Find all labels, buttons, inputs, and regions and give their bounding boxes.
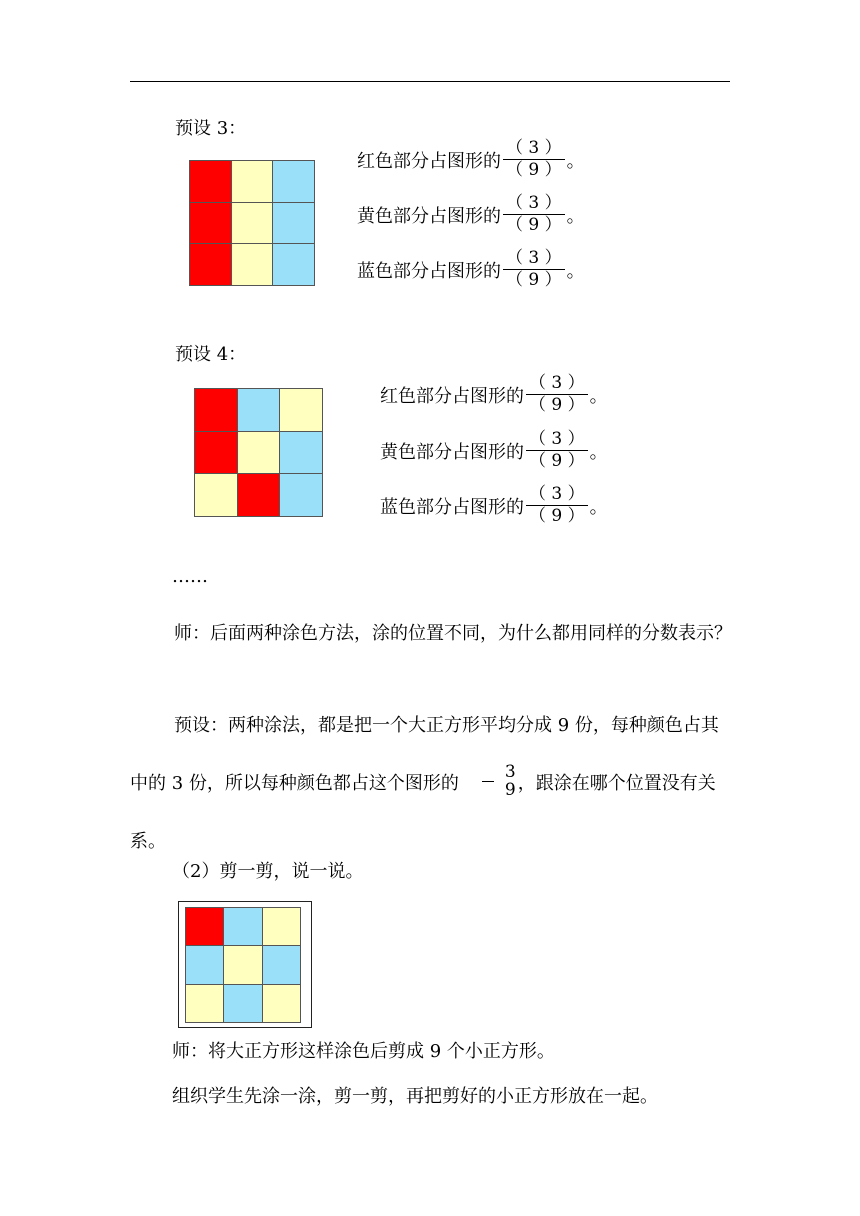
- yellow-cell: [263, 985, 301, 1023]
- yellow-cell: [195, 474, 238, 517]
- fraction-line-end: 。: [566, 205, 585, 227]
- red-cell: [190, 203, 232, 245]
- fraction-line: [357, 138, 585, 181]
- fraction-denominator: （ 9 ）: [506, 270, 562, 290]
- red-cell: [190, 244, 232, 286]
- red-cell: [190, 161, 232, 203]
- yellow-cell: [263, 908, 301, 946]
- yellow-cell: [186, 985, 224, 1023]
- fraction: [503, 138, 565, 181]
- fraction-denominator: （ 9 ）: [529, 506, 585, 526]
- fraction-denominator: （ 9 ）: [529, 395, 585, 415]
- preset4-heading: 预设 4：: [175, 344, 247, 365]
- fraction: [526, 484, 588, 527]
- cut-square-grid: [185, 907, 301, 1023]
- fraction-line-label: 黄色部分占图形的: [380, 441, 524, 463]
- fraction-line-label: 红色部分占图形的: [357, 150, 501, 172]
- fraction-line-end: 。: [589, 496, 608, 518]
- fraction-line-end: 。: [566, 150, 585, 172]
- blue-cell: [263, 946, 301, 984]
- answer-fraction-denominator: 9: [504, 779, 516, 800]
- fraction-line: [380, 484, 608, 527]
- fraction-denominator: （ 9 ）: [506, 215, 562, 235]
- yellow-cell: [232, 244, 274, 286]
- fraction-numerator: （ 3 ）: [506, 138, 562, 158]
- preset3-heading: 预设 3：: [175, 118, 247, 139]
- header-rule: [130, 81, 730, 82]
- red-cell: [238, 474, 281, 517]
- red-cell: [186, 908, 224, 946]
- fraction: [503, 248, 565, 291]
- ellipsis: ……: [172, 566, 208, 587]
- fraction-numerator: （ 3 ）: [529, 429, 585, 449]
- yellow-cell: [238, 432, 281, 475]
- answer-paragraph: [130, 697, 732, 871]
- yellow-cell: [232, 161, 274, 203]
- red-cell: [195, 432, 238, 475]
- yellow-cell: [224, 946, 262, 984]
- fraction-line-label: 蓝色部分占图形的: [380, 496, 524, 518]
- red-cell: [195, 389, 238, 432]
- organize-text: 组织学生先涂一涂，剪一剪，再把剪好的小正方形放在一起。: [172, 1086, 658, 1107]
- fraction-numerator: （ 3 ）: [529, 373, 585, 393]
- fraction-line-end: 。: [566, 260, 585, 282]
- fraction-line-label: 黄色部分占图形的: [357, 205, 501, 227]
- preset3-grid: [189, 160, 315, 286]
- answer-fraction-numerator: 3: [504, 761, 516, 782]
- fraction-numerator: （ 3 ）: [506, 248, 562, 268]
- fraction-line-end: 。: [589, 385, 608, 407]
- fraction-line-label: 蓝色部分占图形的: [357, 260, 501, 282]
- blue-cell: [273, 161, 315, 203]
- answer-fraction: [461, 761, 516, 800]
- fraction: [526, 373, 588, 416]
- fraction: [526, 429, 588, 472]
- fraction-line-end: 。: [589, 441, 608, 463]
- teacher-instruction: 师：将大正方形这样涂色后剪成 9 个小正方形。: [172, 1041, 555, 1062]
- teacher-question: 师：后面两种涂色方法，涂的位置不同，为什么都用同样的分数表示？: [174, 623, 732, 644]
- blue-cell: [224, 985, 262, 1023]
- fraction-denominator: （ 9 ）: [529, 451, 585, 471]
- blue-cell: [273, 203, 315, 245]
- fraction-line: [380, 373, 608, 416]
- yellow-cell: [280, 389, 323, 432]
- blue-cell: [280, 432, 323, 475]
- fraction-line: [357, 248, 585, 291]
- fraction-line-label: 红色部分占图形的: [380, 385, 524, 407]
- blue-cell: [273, 244, 315, 286]
- answer-text-before: 预设：两种涂法，都是把一个大正方形平均分成 9 份，每种颜色占其中的 3 份，所以每种颜色都占这个图形的: [130, 715, 719, 794]
- fraction-line: [380, 429, 608, 472]
- yellow-cell: [232, 203, 274, 245]
- blue-cell: [186, 946, 224, 984]
- answer-text-after: ，跟涂在哪个位置没有关系。: [130, 773, 716, 852]
- fraction: [503, 193, 565, 236]
- fraction-denominator: （ 9 ）: [506, 160, 562, 180]
- fraction-line: [357, 193, 585, 236]
- fraction-numerator: （ 3 ）: [529, 484, 585, 504]
- blue-cell: [280, 474, 323, 517]
- preset4-grid: [194, 388, 323, 517]
- blue-cell: [224, 908, 262, 946]
- fraction-numerator: （ 3 ）: [506, 193, 562, 213]
- blue-cell: [238, 389, 281, 432]
- section-2-heading: （2）剪一剪，说一说。: [172, 861, 364, 882]
